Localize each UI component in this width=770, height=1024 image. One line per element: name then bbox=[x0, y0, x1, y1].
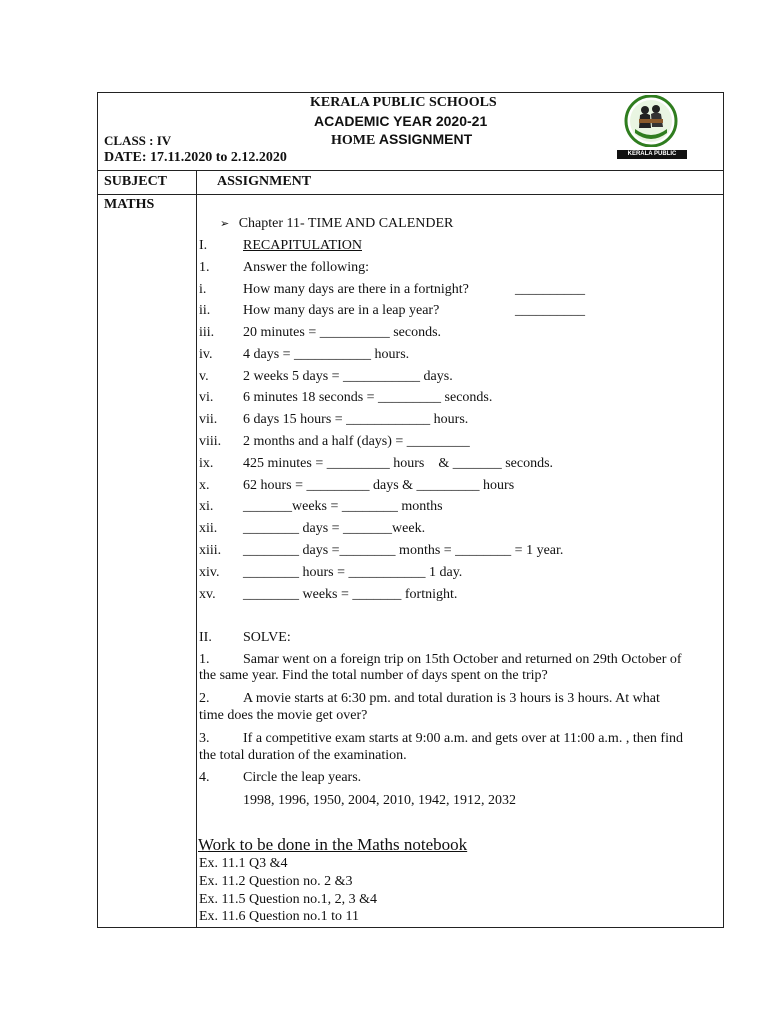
leap-year-options: 1998, 1996, 1950, 2004, 2010, 1942, 1912, 2032 bbox=[243, 793, 516, 808]
list-item-text: ________ hours = ___________ 1 day. bbox=[243, 565, 463, 580]
academic-year: ACADEMIC YEAR 2020-21 bbox=[314, 113, 488, 129]
list-item-num: xiv. bbox=[199, 565, 220, 580]
solve-q3-line1: If a competitive exam starts at 9:00 a.m. and gets over at 11:00 a.m. , then find bbox=[243, 731, 683, 746]
column-header-assignment: ASSIGNMENT bbox=[217, 174, 312, 189]
list-item-text: 6 days 15 hours = ____________ hours. bbox=[243, 412, 469, 427]
logo-caption: KERALA PUBLIC SCHOOLS bbox=[617, 150, 687, 159]
question1-num: 1. bbox=[199, 260, 210, 275]
chapter-title bbox=[220, 216, 453, 232]
class-label: CLASS : IV bbox=[104, 133, 172, 148]
notebook-title: Work to be done in the Maths notebook bbox=[198, 835, 468, 854]
list-item-text: 4 days = ___________ hours. bbox=[243, 347, 410, 362]
list-item-text: 2 months and a half (days) = _________ bbox=[243, 434, 470, 449]
table-border-right bbox=[723, 92, 724, 928]
list-item-num: vi. bbox=[199, 390, 214, 405]
question1-text: Answer the following: bbox=[243, 260, 369, 275]
solve-q2-line2: time does the movie get over? bbox=[199, 708, 368, 723]
solve-q2-num: 2. bbox=[199, 691, 210, 706]
list-item-num: viii. bbox=[199, 434, 222, 449]
list-item-answer-blank: __________ bbox=[515, 282, 585, 297]
list-item-text: 6 minutes 18 seconds = _________ seconds. bbox=[243, 390, 493, 405]
list-item-text: ________ weeks = _______ fortnight. bbox=[243, 587, 458, 602]
table-border-bottom bbox=[97, 927, 724, 928]
assignment-heading bbox=[331, 131, 472, 149]
section1-num: I. bbox=[199, 238, 208, 253]
list-item-num: i. bbox=[199, 282, 207, 297]
list-item-answer-blank: __________ bbox=[515, 303, 585, 318]
notebook-item: Ex. 11.6 Question no.1 to 11 bbox=[199, 909, 359, 924]
list-item-text: 62 hours = _________ days & _________ hours bbox=[243, 478, 515, 493]
solve-q3-line2: the total duration of the examination. bbox=[199, 748, 407, 763]
list-item-num: ii. bbox=[199, 303, 211, 318]
header-row-divider bbox=[97, 170, 724, 171]
list-item-num: xii. bbox=[199, 521, 218, 536]
list-item-text: 425 minutes = _________ hours & _______ seconds. bbox=[243, 456, 554, 471]
list-item-num: ix. bbox=[199, 456, 214, 471]
solve-q2-line1: A movie starts at 6:30 pm. and total duration is 3 hours is 3 hours. At what bbox=[243, 691, 660, 706]
section1-title: RECAPITULATION bbox=[243, 238, 362, 253]
table-border-left bbox=[97, 92, 98, 928]
list-item-text: How many days are there in a fortnight? bbox=[243, 282, 469, 297]
solve-q1-num: 1. bbox=[199, 652, 210, 667]
section2-title: SOLVE: bbox=[243, 630, 291, 645]
list-item-text: 2 weeks 5 days = ___________ days. bbox=[243, 369, 453, 384]
arrow-bullet-icon: ➢ bbox=[220, 217, 230, 230]
solve-q1-line1: Samar went on a foreign trip on 15th October and returned on 29th October of bbox=[243, 652, 682, 667]
school-name: KERALA PUBLIC SCHOOLS bbox=[310, 95, 497, 110]
school-logo bbox=[621, 95, 681, 147]
list-item-num: x. bbox=[199, 478, 210, 493]
solve-q1-line2: the same year. Find the total number of days spent on the trip? bbox=[199, 668, 548, 683]
section2-num: II. bbox=[199, 630, 212, 645]
assignment-heading-home: HOME bbox=[331, 133, 376, 148]
list-item-text: ________ days =________ months = ________ = 1 year. bbox=[243, 543, 564, 558]
list-item-num: vii. bbox=[199, 412, 218, 427]
assignment-heading-word: ASSIGNMENT bbox=[378, 131, 473, 147]
notebook-item: Ex. 11.1 Q3 &4 bbox=[199, 856, 288, 871]
list-item-num: iii. bbox=[199, 325, 215, 340]
solve-q3-num: 3. bbox=[199, 731, 210, 746]
table-border-top bbox=[97, 92, 724, 93]
list-item-text: _______weeks = ________ months bbox=[243, 499, 443, 514]
list-item-text: 20 minutes = __________ seconds. bbox=[243, 325, 442, 340]
column-header-subject: SUBJECT bbox=[104, 174, 168, 189]
list-item-num: xiii. bbox=[199, 543, 222, 558]
subject-maths: MATHS bbox=[104, 197, 155, 212]
list-item-num: v. bbox=[199, 369, 209, 384]
list-item-text: ________ days = _______week. bbox=[243, 521, 426, 536]
notebook-item: Ex. 11.5 Question no.1, 2, 3 &4 bbox=[199, 892, 377, 907]
list-item-text: How many days are in a leap year? bbox=[243, 303, 440, 318]
chapter-text: Chapter 11- TIME AND CALENDER bbox=[238, 216, 454, 231]
column-header-divider bbox=[97, 194, 724, 195]
list-item-num: xi. bbox=[199, 499, 214, 514]
list-item-num: xv. bbox=[199, 587, 216, 602]
list-item-num: iv. bbox=[199, 347, 213, 362]
column-separator bbox=[196, 170, 197, 928]
solve-q4-text: Circle the leap years. bbox=[243, 770, 362, 785]
notebook-item: Ex. 11.2 Question no. 2 &3 bbox=[199, 874, 353, 889]
solve-q4-num: 4. bbox=[199, 770, 210, 785]
date-label: DATE: 17.11.2020 to 2.12.2020 bbox=[104, 150, 287, 165]
